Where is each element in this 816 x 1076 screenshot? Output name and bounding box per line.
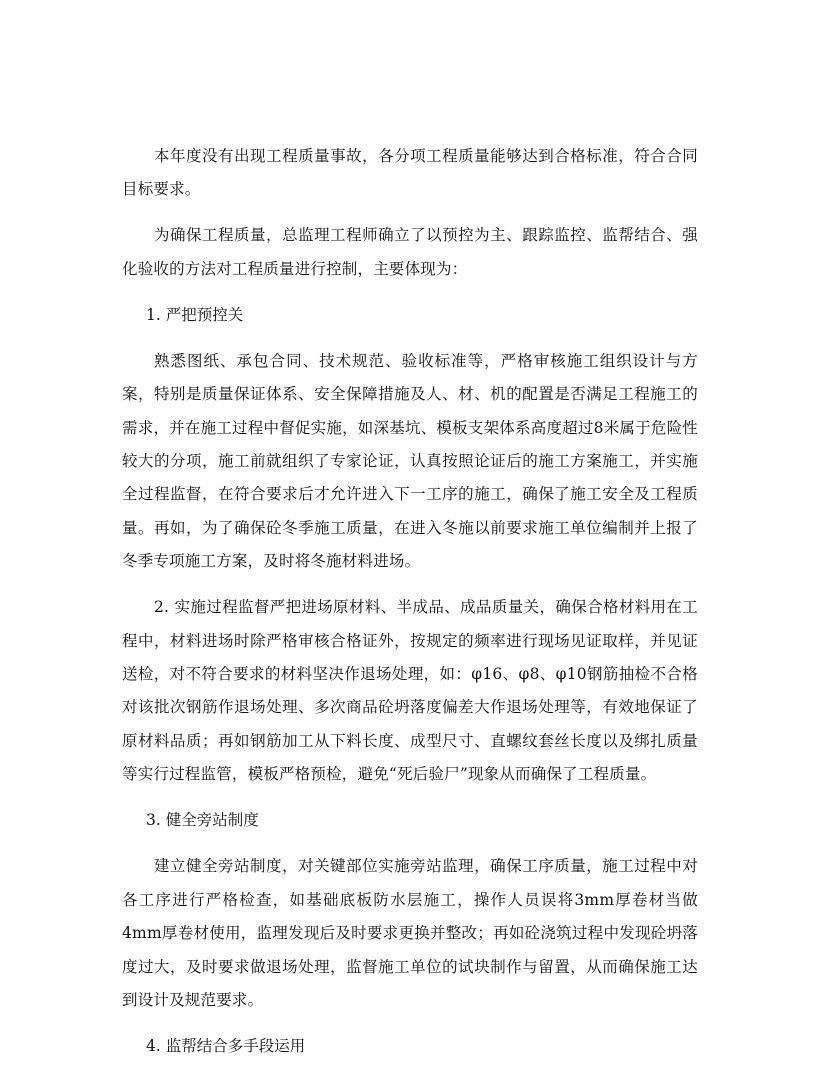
paragraph-process-supervision: 2. 实施过程监督严把进场原材料、半成品、成品质量关，确保合格材料用在工程中，材料进场时除严格审核合格证外，按规定的频率进行现场见证取样，并见证送检，对不符合要求的材料坚决作退场处理，如：φ16、φ8、φ10钢筋抽检不合格对该批次钢筋作退场处理、多次商品砼坍落度偏差大作退场处理等，有效地保证了原材料品质；再如钢筋加工从下料长度、成型尺寸、直螺纹套丝长度以及绑扎质量等实行过程监管，模板严格预检，避免“死后验尸”现象从而确保了工程质量。 xyxy=(122,598,698,784)
heading-side-station: 3. 健全旁站制度 xyxy=(146,811,259,830)
paragraph-side-station: 建立健全旁站制度，对关键部位实施旁站监理，确保工序质量，施工过程中对各工序进行严格检查，如基础底板防水层施工，操作人员误将3mm厚卷材当做4mm厚卷材使用，监理发现后及时要求更换并整改；再如砼浇筑过程中发现砼坍落度过大，及时要求做退场处理，监督施工单位的试块制作与留置，从而确保施工达到设计及规范要求。 xyxy=(122,857,698,1009)
heading-combined-means: 4. 监帮结合多手段运用 xyxy=(146,1036,306,1055)
document-page xyxy=(122,140,698,1076)
heading-pre-control: 1. 严把预控关 xyxy=(146,305,244,324)
paragraph-pre-control: 熟悉图纸、承包合同、技术规范、验收标准等，严格审核施工组织设计与方案，特别是质量保证体系、安全保障措施及人、材、机的配置是否满足工程施工的需求，并在施工过程中督促实施，如深基坑、模板支架体系高度超过8米属于危险性较大的分项，施工前就组织了专家论证，认真按照论证后的施工方案施工，并实施全过程监督，在符合要求后才允许进入下一工序的施工，确保了施工安全及工程质量。再如，为了确保砼冬季施工质量，在进入冬施以前要求施工单位编制并上报了冬季专项施工方案，及时将冬施材料进场。 xyxy=(122,351,698,571)
paragraph-control-method: 为确保工程质量，总监理工程师确立了以预控为主、跟踪监控、监帮结合、强化验收的方法对工程质量进行控制，主要体现为： xyxy=(122,226,698,278)
paragraph-quality-summary: 本年度没有出现工程质量事故，各分项工程质量能够达到合格标准，符合合同目标要求。 xyxy=(122,147,698,199)
